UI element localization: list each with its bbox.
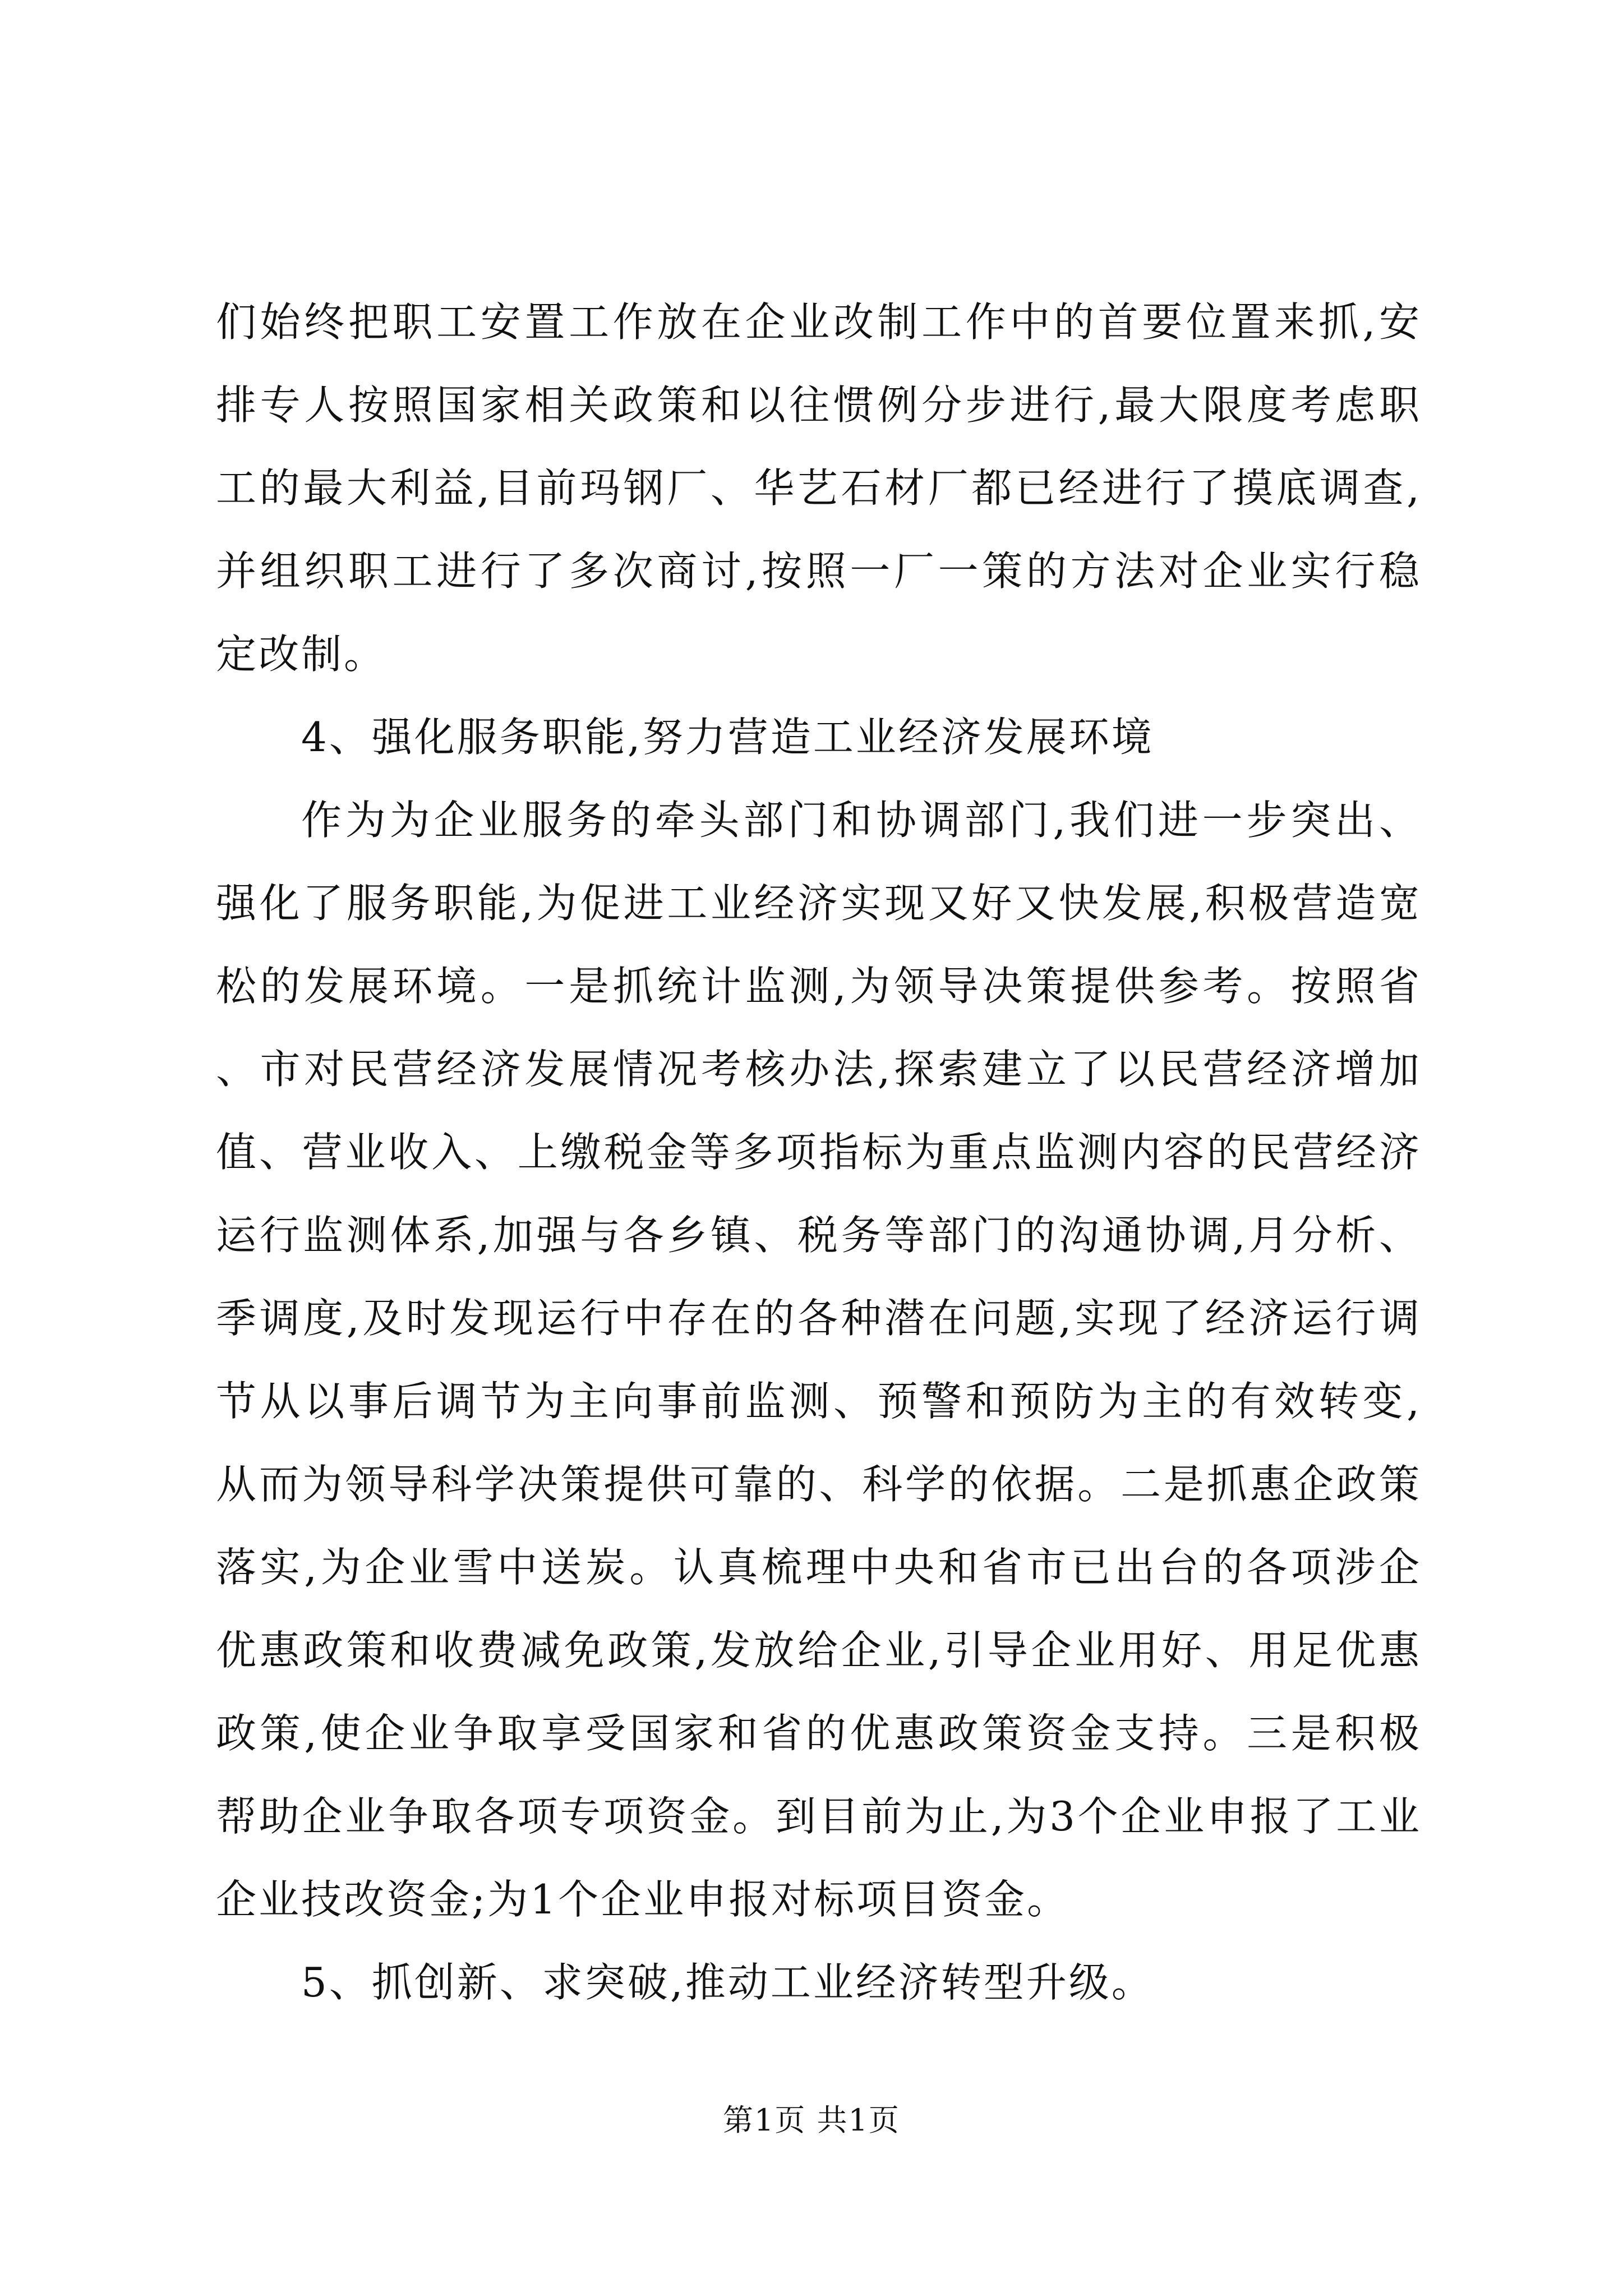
section-heading-5: 5、抓创新、求突破,推动工业经济转型升级。 xyxy=(301,1959,1154,2006)
paragraph-continuation: 们始终把职工安置工作放在企业改制工作中的首要位置来抓,安排专人按照国家相关政策和以往惯例分步进行,最大限度考虑职工的最大利益,目前玛钢厂、华艺石材厂都已经进行了摸底调查,并组织职工进行了多次商讨,按照一厂一策的方法对企业实行稳定改制。 xyxy=(216,298,1422,678)
page-footer: 第1页 共1页 xyxy=(723,2102,900,2138)
section-heading-4: 4、强化服务职能,努力营造工业经济发展环境 xyxy=(301,714,1154,761)
document-body xyxy=(216,280,1422,2024)
paragraph-services: 作为为企业服务的牵头部门和协调部门,我们进一步突出、强化了服务职能,为促进工业经济实现又好又快发展,积极营造宽松的发展环境。一是抓统计监测,为领导决策提供参考。按照省、市对民营经济发展情况考核办法,探索建立了以民营经济增加值、营业收入、上缴税金等多项指标为重点监测内容的民营经济运行监测体系,加强与各乡镇、税务等部门的沟通协调,月分析、季调度,及时发现运行中存在的各种潜在问题,实现了经济运行调节从以事后调节为主向事前监测、预警和预防为主的有效转变,从而为领导科学决策提供可靠的、科学的依据。二是抓惠企政策落实,为企业雪中送炭。认真梳理中央和省市已出台的各项涉企优惠政策和收费减免政策,发放给企业,引导企业用好、用足优惠政策,使企业争取享受国家和省的优惠政策资金支持。三是积极帮助企业争取各项专项资金。到目前为止,为3个企业申报了工业企业技改资金;为1个企业申报对标项目资金。 xyxy=(216,797,1422,1923)
